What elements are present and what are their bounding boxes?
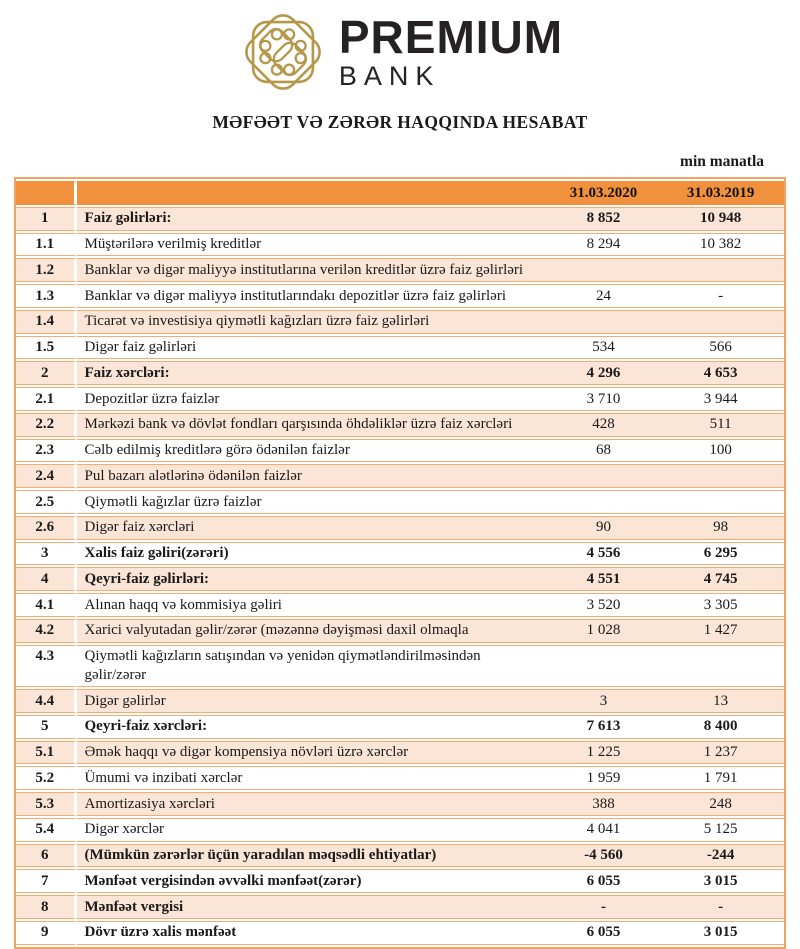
table-row [16,921,784,945]
row-value-2019 [657,310,784,334]
row-number: 4.1 [16,593,77,617]
row-value-2019: 3 015 [657,869,784,893]
row-value-2020: 4 296 [550,361,657,385]
table-header-row [16,181,784,205]
row-value-2019 [657,464,784,488]
table-row [16,895,784,919]
row-number: 1.2 [16,258,77,282]
row-value-2019: 100 [657,439,784,463]
row-label: Əmək haqqı və digər kompensiya növləri üzrə xərclər [77,741,550,765]
row-value-2019 [657,258,784,282]
units-note: min manatla [680,153,764,170]
row-value-2019 [657,645,784,688]
row-value-2019: 3 015 [657,921,784,945]
row-label: Mənfəət vergisindən əvvəlki mənfəət(zərər) [77,869,550,893]
row-label: Qiymətli kağızlar üzrə faizlər [77,490,550,514]
row-number: 5 [16,715,77,739]
bank-wordmark [338,11,564,91]
row-value-2020: 4 556 [550,542,657,566]
row-value-2019: 3 305 [657,593,784,617]
income-statement-table [14,177,786,949]
row-value-2020: 534 [550,336,657,360]
table-row [16,818,784,842]
row-number: 1.3 [16,284,77,308]
table-row [16,715,784,739]
row-number: 8 [16,895,77,919]
row-number: 2.6 [16,516,77,540]
table-body [16,207,784,945]
row-value-2020: 4 551 [550,567,657,591]
row-value-2019: 248 [657,792,784,816]
row-number: 2.5 [16,490,77,514]
row-value-2020: 1 225 [550,741,657,765]
row-value-2019: 10 948 [657,207,784,231]
row-value-2019: 10 382 [657,233,784,257]
row-value-2020: -4 560 [550,844,657,868]
row-number: 1.1 [16,233,77,257]
row-value-2020: 428 [550,413,657,437]
row-number: 7 [16,869,77,893]
row-label: Banklar və digər maliyyə institutlarındakı depozitlər üzrə faiz gəlirləri [77,284,550,308]
table-row [16,542,784,566]
row-label: Digər faiz xərcləri [77,516,550,540]
table-row [16,284,784,308]
row-label: Digər faiz gəlirləri [77,336,550,360]
row-value-2020: 388 [550,792,657,816]
row-value-2020: 3 710 [550,387,657,411]
table-row [16,387,784,411]
table-row [16,310,784,334]
table-row [16,361,784,385]
row-number: 4.2 [16,619,77,643]
row-value-2019: 98 [657,516,784,540]
row-value-2019: 8 400 [657,715,784,739]
header-date-2019: 31.03.2019 [657,181,784,205]
row-label: Mənfəət vergisi [77,895,550,919]
table-row [16,516,784,540]
row-label: Digər xərclər [77,818,550,842]
row-value-2020: 7 613 [550,715,657,739]
table-row [16,689,784,713]
row-number: 2.3 [16,439,77,463]
row-value-2019: 1 427 [657,619,784,643]
header-date-2020: 31.03.2020 [550,181,657,205]
row-value-2019: 4 653 [657,361,784,385]
row-label: Banklar və digər maliyyə institutlarına verilən kreditlər üzrə faiz gəlirləri [77,258,550,282]
row-number: 4.4 [16,689,77,713]
row-number: 1.4 [16,310,77,334]
row-label: Qiymətli kağızların satışından və yenidən qiymətləndirilməsindən gəlir/zərər [77,645,550,688]
table-row [16,258,784,282]
table-row [16,464,784,488]
table-row [16,593,784,617]
row-label: Pul bazarı alətlərinə ödənilən faizlər [77,464,550,488]
row-label: Cəlb edilmiş kreditlərə görə ödənilən faizlər [77,439,550,463]
header-label-cell [77,181,550,205]
row-value-2019: 3 944 [657,387,784,411]
row-number: 5.2 [16,766,77,790]
row-label: Qeyri-faiz xərcləri: [77,715,550,739]
row-value-2019: -244 [657,844,784,868]
row-value-2020: 6 055 [550,869,657,893]
row-number: 5.3 [16,792,77,816]
row-value-2019: 5 125 [657,818,784,842]
row-number: 4 [16,567,77,591]
row-value-2020: 24 [550,284,657,308]
row-number: 2.2 [16,413,77,437]
row-label: Ticarət və investisiya qiymətli kağızları üzrə faiz gəlirləri [77,310,550,334]
row-label: Depozitlər üzrə faizlər [77,387,550,411]
row-label: (Mümkün zərərlər üçün yaradılan məqsədli ehtiyatlar) [77,844,550,868]
row-value-2020 [550,464,657,488]
table-header [16,181,784,205]
row-value-2020: 3 [550,689,657,713]
wordmark-bank: BANK [338,61,441,91]
row-label: Qeyri-faiz gəlirləri: [77,567,550,591]
row-value-2019: 6 295 [657,542,784,566]
table-row [16,844,784,868]
table-row [16,766,784,790]
premium-bank-logo-icon [237,6,329,98]
row-value-2020: 1 959 [550,766,657,790]
row-value-2020: 3 520 [550,593,657,617]
row-label: Xalis faiz gəliri(zərəri) [77,542,550,566]
row-number: 6 [16,844,77,868]
row-number: 5.1 [16,741,77,765]
row-label: Dövr üzrə xalis mənfəət [77,921,550,945]
row-label: Xarici valyutadan gəlir/zərər (məzənnə dəyişməsi daxil olmaqla [77,619,550,643]
row-value-2019: - [657,895,784,919]
row-value-2019: 1 791 [657,766,784,790]
row-number: 3 [16,542,77,566]
table-row [16,336,784,360]
table-row [16,645,784,688]
row-value-2019: - [657,284,784,308]
table-row [16,207,784,231]
row-value-2020 [550,310,657,334]
table-row [16,233,784,257]
row-number: 1 [16,207,77,231]
page-title: MƏFƏƏT VƏ ZƏRƏR HAQQINDA HESABAT [212,112,588,132]
row-value-2020 [550,490,657,514]
row-value-2020: 6 055 [550,921,657,945]
row-number: 2.1 [16,387,77,411]
row-value-2019: 566 [657,336,784,360]
row-number: 2.4 [16,464,77,488]
row-value-2020: - [550,895,657,919]
row-label: Faiz gəlirləri: [77,207,550,231]
row-value-2020: 8 294 [550,233,657,257]
wordmark-premium: PREMIUM [338,11,564,63]
row-label: Alınan haqq və kommisiya gəliri [77,593,550,617]
table-row [16,869,784,893]
table-row [16,792,784,816]
row-number: 1.5 [16,336,77,360]
row-value-2019: 4 745 [657,567,784,591]
row-label: Faiz xərcləri: [77,361,550,385]
row-label: Ümumi və inzibati xərclər [77,766,550,790]
row-value-2020: 4 041 [550,818,657,842]
row-number: 9 [16,921,77,945]
row-label: Digər gəlirlər [77,689,550,713]
table-row [16,439,784,463]
row-value-2019: 511 [657,413,784,437]
table-row [16,567,784,591]
row-value-2020 [550,645,657,688]
row-value-2019 [657,490,784,514]
row-value-2020: 1 028 [550,619,657,643]
row-number: 2 [16,361,77,385]
row-value-2020 [550,258,657,282]
row-value-2019: 13 [657,689,784,713]
header-number-cell [16,181,77,205]
row-label: Müştərilərə verilmiş kreditlər [77,233,550,257]
table-row [16,741,784,765]
row-label: Mərkəzi bank və dövlət fondları qarşısında öhdəliklər üzrə faiz xərcləri [77,413,550,437]
row-value-2020: 90 [550,516,657,540]
row-number: 5.4 [16,818,77,842]
row-value-2019: 1 237 [657,741,784,765]
brand-header [0,0,800,98]
row-label: Amortizasiya xərcləri [77,792,550,816]
table-row [16,413,784,437]
table-row [16,490,784,514]
row-number: 4.3 [16,645,77,688]
table-row [16,619,784,643]
row-value-2020: 8 852 [550,207,657,231]
row-value-2020: 68 [550,439,657,463]
